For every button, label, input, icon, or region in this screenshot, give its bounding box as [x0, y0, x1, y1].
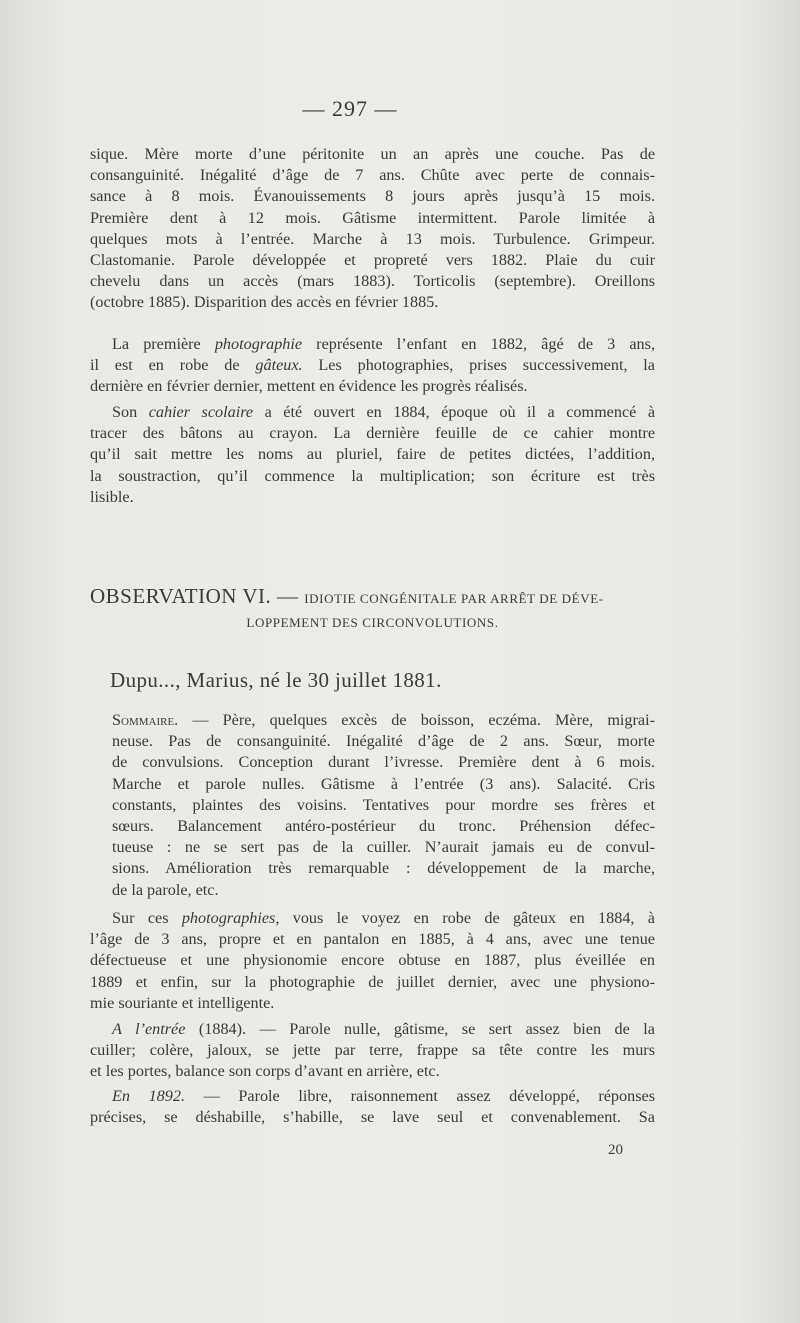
text-line: quelques mots à l’entrée. Marche à 13 mois. Turbulence. Grimpeur.	[90, 229, 655, 248]
text-line: Première dent à 12 mois. Gâtisme intermittent. Parole limitée à	[90, 208, 655, 227]
text-line: consanguinité. Inégalité d’âge de 7 ans. Chûte avec perte de connais-	[90, 166, 655, 185]
text-line: Sur ces photographies, vous le voyez en robe de gâteux en 1884, à	[112, 909, 655, 927]
page-number: — 297 —	[302, 96, 398, 121]
text-line: En 1892. — Parole libre, raisonnement assez développé, réponses	[112, 1087, 655, 1105]
text-line: Sommaire. — Père, quelques excès de boisson, eczéma. Mère, migrai-	[112, 711, 655, 729]
text-line: sions. Amélioration très remarquable : développement de la marche,	[112, 859, 655, 878]
text-line: Clastomanie. Parole développée et propreté vers 1882. Plaie du cuir	[90, 251, 655, 270]
text-line: il est en robe de gâteux. Les photographies, prises successivement, la	[90, 356, 655, 375]
text-line: La première photographie représente l’enfant en 1882, âgé de 3 ans,	[112, 335, 655, 353]
text-line: et les portes, balance son corps d’avant en arrière, etc.	[90, 1062, 440, 1081]
text-line: de convulsions. Conception durant l’ivresse. Première dent à 6 mois.	[112, 753, 655, 772]
paragraph-3	[90, 402, 655, 508]
paragraph-1	[90, 144, 655, 314]
text-line: lisible.	[90, 487, 134, 506]
text-line: précises, se déshabille, s’habille, se lave seul et convenablement. Sa	[90, 1108, 655, 1127]
heading-line-2: LOPPEMENT DES CIRCONVOLUTIONS.	[246, 615, 499, 630]
text-line: sœurs. Balancement antéro-postérieur du tronc. Préhension défec-	[112, 817, 655, 836]
paragraph-2	[90, 334, 655, 398]
text-line: constants, plaintes des voisins. Tentatives pour mordre ses frères et	[112, 795, 655, 814]
text-line: Marche et parole nulles. Gâtisme à l’entrée (3 ans). Salacité. Cris	[112, 774, 655, 793]
paragraph-5	[90, 908, 655, 1014]
paragraph-7	[90, 1086, 655, 1128]
text-line: sance à 8 mois. Évanouissements 8 jours après jusqu’à 15 mois.	[90, 187, 655, 206]
text-line: (octobre 1885). Disparition des accès en février 1885.	[90, 293, 439, 312]
text-line: chevelu dans un accès (mars 1883). Torticolis (septembre). Oreillons	[90, 272, 655, 291]
text-line: de la parole, etc.	[112, 880, 219, 899]
observation-heading	[90, 584, 655, 631]
text-line: sique. Mère morte d’une péritonite un an après une couche. Pas de	[90, 145, 655, 163]
text-line: mie souriante et intelligente.	[90, 993, 275, 1012]
text-line: qu’il sait mettre les noms au pluriel, faire de petites dictées, l’addition,	[90, 445, 655, 464]
text-line: neuse. Pas de consanguinité. Inégalité d’âge de 2 ans. Sœur, morte	[112, 732, 655, 751]
text-line: 1889 et enfin, sur la photographie de juillet dernier, avec une physiono-	[90, 972, 655, 991]
signature-mark: 20	[608, 1142, 623, 1158]
text-line: tueuse : ne se sert pas de la cuiller. N’aurait jamais eu de convul-	[112, 838, 655, 857]
text-line: dernière en février dernier, mettent en évidence les progrès réalisés.	[90, 377, 528, 396]
sommaire	[90, 710, 655, 901]
patient-name: Dupu..., Marius, né le 30 juillet 1881.	[110, 668, 442, 692]
text-line: la soustraction, qu’il commence la multiplication; son écriture est très	[90, 466, 655, 485]
text-line: Son cahier scolaire a été ouvert en 1884, époque où il a commencé à	[112, 403, 655, 421]
text-line: cuiller; colère, jaloux, se jette par terre, frappe sa tête contre les murs	[90, 1041, 655, 1060]
heading-line-1: OBSERVATION VI. — IDIOTIE CONGÉNITALE PAR ARRÊT DE DÉVE-	[90, 584, 604, 608]
text-line: tracer des bâtons au crayon. La dernière feuille de ce cahier montre	[90, 424, 655, 443]
paragraph-6	[90, 1019, 655, 1083]
text-line: A l’entrée (1884). — Parole nulle, gâtisme, se sert assez bien de la	[112, 1020, 655, 1038]
text-line: l’âge de 3 ans, propre et en pantalon en 1885, à 4 ans, avec une tenue	[90, 930, 655, 949]
text-line: défectueuse et une physionomie encore obtuse en 1887, plus éveillée en	[90, 951, 655, 970]
